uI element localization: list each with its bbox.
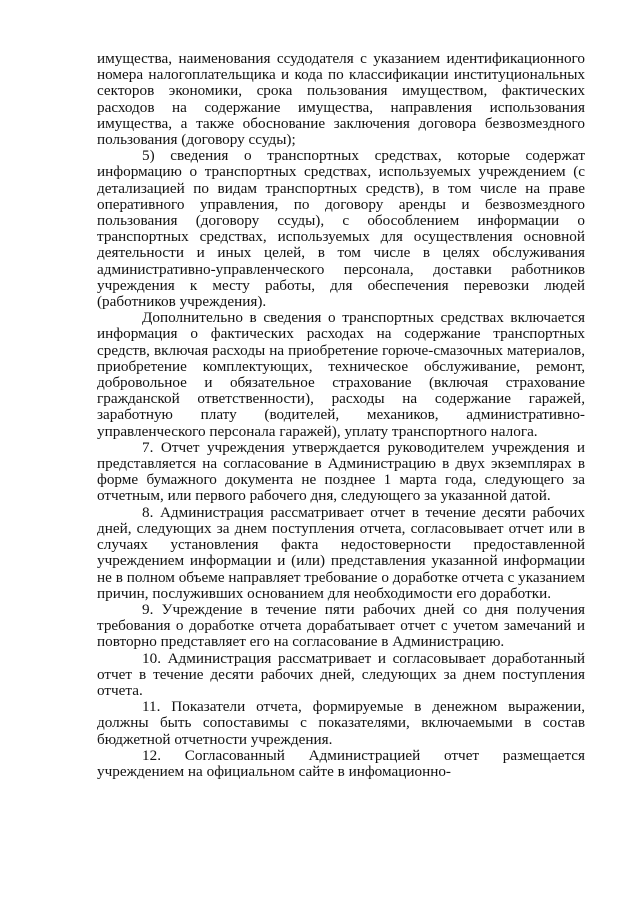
paragraph-item-7: 7. Отчет учреждения утверждается руководителем учреждения и представляется на согласование в Администрацию в двух экземплярах в форме бумажного документа не позднее 1 марта года, следующего за отчетным, или первого рабочего дня, следующего за указанной датой. <box>97 438 585 505</box>
paragraph-continuation: имущества, наименования ссудодателя с указанием идентификационного номера налогоплательщика и кода по классификации институциональных секторов экономики, срока пользования имуществом, фактических расходов на содержание имущества, направления использования имущества, а также обоснование заключения договора безвозмездного пользования (договору ссуды); <box>97 50 585 149</box>
paragraph-item-11: 11. Показатели отчета, формируемые в денежном выражении, должны быть сопоставимы с показателями, включаемыми в состав бюджетной отчетности учреждения. <box>97 698 585 748</box>
paragraph-item-5: 5) сведения о транспортных средствах, которые содержат информацию о транспортных средствах, используемых учреждением (с детализацией по видам транспортных средств), в том числе на праве оперативного управления, по договору аренды и безвозмездного пользования (договору ссуды), с обособлением информации о транспортных средствах, используемых для осуществления основной деятельности и иных целей, в том числе в целях обслуживания административно-управленческого персонала, доставки работников учреждения к месту работы, для обеспечения перевозки людей (работников учреждения). <box>97 147 585 311</box>
paragraph-item-10: 10. Администрация рассматривает и согласовывает доработанный отчет в течение десяти рабочих дней, следующих за днем поступления отчета. <box>97 649 585 699</box>
paragraph-item-9: 9. Учреждение в течение пяти рабочих дней со дня получения требования о доработке отчета дорабатывает отчет с учетом замечаний и повторно представляет его на согласование в Администрацию. <box>97 600 585 651</box>
document-body <box>97 51 585 780</box>
paragraph-item-12: 12. Согласованный Администрацией отчет размещается учреждением на официальном сайте в инфомационно- <box>97 746 585 780</box>
paragraph-additional: Дополнительно в сведения о транспортных средствах включается информация о фактических расходах на содержание транспортных средств, включая расходы на приобретение горюче-смазочных материалов, приобретение комплектующих, техническое обслуживание, ремонт, добровольное и обязательное страхование (включая страхование гражданской ответственности), расходы на содержание гаражей, заработную плату (водителей, механиков, административно-управленческого персонала гаражей), уплату транспортного налога. <box>97 309 585 440</box>
paragraph-item-8: 8. Администрация рассматривает отчет в течение десяти рабочих дней, следующих за днем поступления отчета, согласовывает отчет или в случаях установления факта недостоверности предоставленной учреждением информации и (или) представления указанной информации не в полном объеме направляет требование о доработке отчета с указанием причин, послуживших основанием для необходимости его доработки. <box>97 503 585 602</box>
